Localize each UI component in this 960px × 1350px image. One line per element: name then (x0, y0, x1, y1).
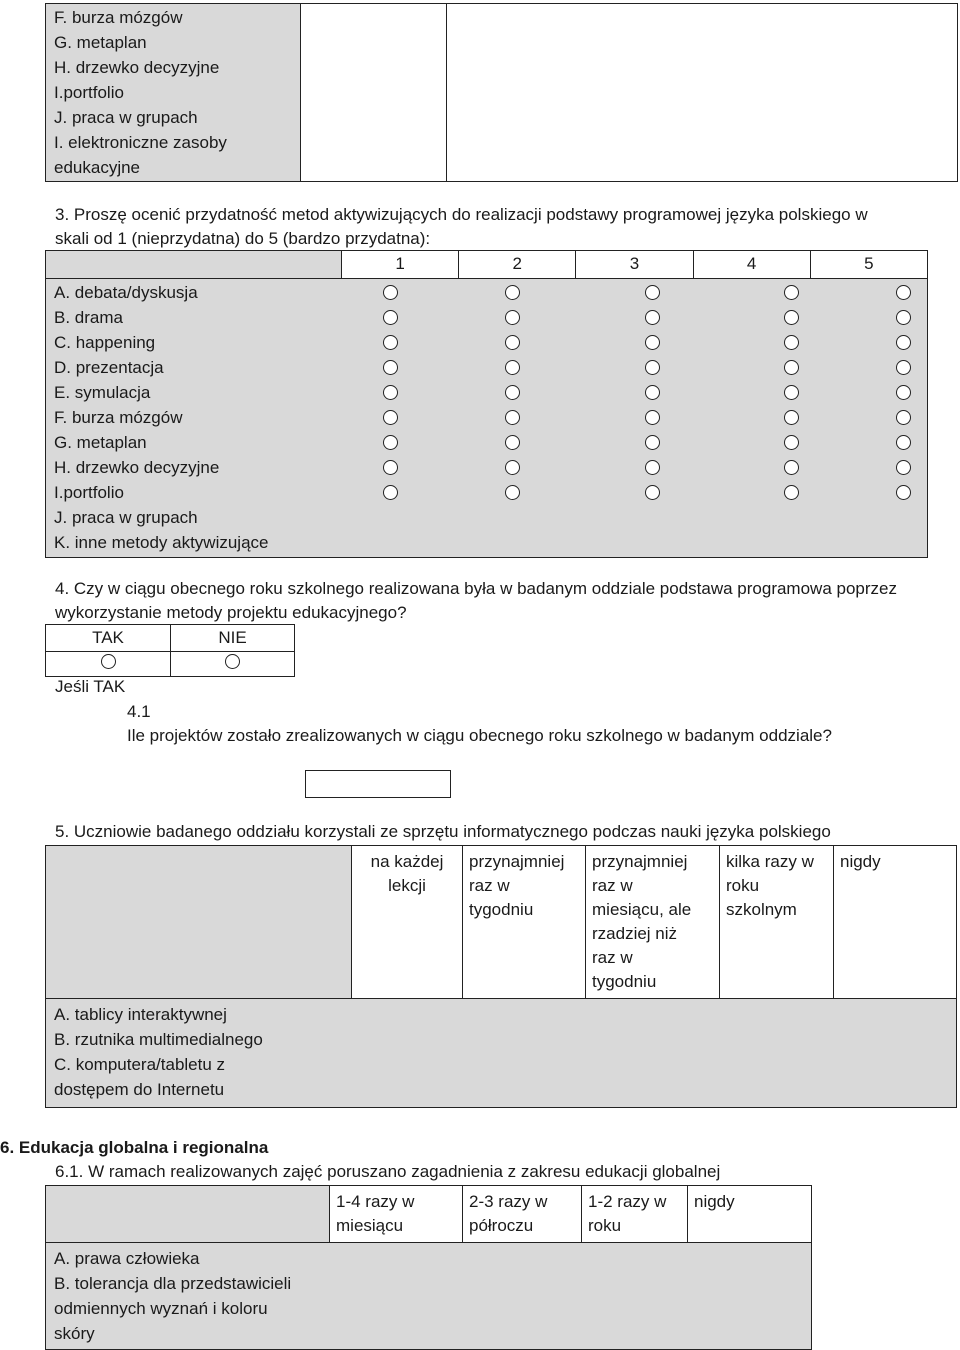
q3-rows-block (46, 279, 928, 558)
q6-rows-block (46, 1243, 812, 1350)
q5-header-line: nigdy (840, 852, 881, 871)
q3-rating-radio[interactable] (896, 285, 911, 300)
q3-rating-radio[interactable] (645, 435, 660, 450)
q6-col-header (330, 1186, 463, 1243)
q3-rating-radio[interactable] (784, 485, 799, 500)
q4-sub-text: Ile projektów zostało zrealizowanych w ciągu obecnego roku szkolnego w badanym oddziale? (127, 726, 832, 745)
q5-header-line: na każdej (370, 852, 444, 871)
top-item: F. burza mózgów (54, 8, 183, 27)
q3-rating-radio[interactable] (784, 385, 799, 400)
q6-row-label: B. tolerancja dla przedstawicieli (54, 1274, 292, 1293)
top-empty-cell[interactable] (301, 4, 447, 182)
q3-rating-radio[interactable] (505, 385, 520, 400)
q4-line1: 4. Czy w ciągu obecnego roku szkolnego realizowana była w badanym oddziale podstawa programowa poprzez (55, 579, 897, 598)
q5-table (45, 845, 957, 1108)
q3-rating-radio[interactable] (645, 460, 660, 475)
q3-header-blank (46, 251, 342, 279)
q3-row (46, 505, 927, 530)
q5-header-line: rzadziej niż (592, 924, 678, 943)
q5-row (54, 1027, 948, 1052)
q3-row (46, 430, 927, 455)
top-empty-cell[interactable] (447, 4, 958, 182)
q6-table (45, 1185, 812, 1350)
q6-header-blank (46, 1186, 330, 1243)
q3-rating-radio[interactable] (383, 435, 398, 450)
q6-row-label: skóry (54, 1324, 95, 1343)
q3-row-label: J. praca w grupach (54, 508, 198, 527)
q3-rating-radio[interactable] (383, 335, 398, 350)
q5-header-line: miesiącu, ale (592, 900, 692, 919)
q3-rating-radio[interactable] (645, 335, 660, 350)
q3-line2: skali od 1 (nieprzydatna) do 5 (bardzo przydatna): (55, 229, 431, 248)
q4-yes-radio[interactable] (101, 654, 116, 669)
q5-header-line: przynajmniej (469, 852, 565, 871)
q6-col-header (688, 1186, 812, 1243)
q5-header-line: lekcji (388, 876, 426, 895)
q5-header-line: raz w (469, 876, 510, 895)
q3-row-label: D. prezentacja (54, 358, 164, 377)
q3-rating-radio[interactable] (505, 460, 520, 475)
q5-col-header (720, 846, 834, 999)
q3-text (55, 203, 955, 251)
top-item: I.portfolio (54, 83, 124, 102)
q6-row-label: odmiennych wyznań i koloru (54, 1299, 268, 1318)
q6-row (54, 1246, 803, 1271)
q3-row-label: E. symulacja (54, 383, 151, 402)
q3-scale-3: 3 (576, 251, 693, 279)
q6-header-line: 1-2 razy w (588, 1192, 667, 1211)
top-item: H. drzewko decyzyjne (54, 58, 220, 77)
q5-header-line: tygodniu (592, 972, 657, 991)
q6-header-line: roku (588, 1216, 622, 1235)
q3-scale-2: 2 (459, 251, 576, 279)
q5-text: 5. Uczniowie badanego oddziału korzystali ze sprzętu informatycznego podczas nauki języka polskiego (55, 822, 831, 841)
q6-rows (54, 1246, 803, 1346)
q3-rating-radio[interactable] (383, 310, 398, 325)
q4-line2: wykorzystanie metody projektu edukacyjnego? (55, 603, 407, 622)
q4-sub-number: 4.1 (127, 702, 151, 721)
q3-scale-5: 5 (810, 251, 927, 279)
q6-col-header (463, 1186, 582, 1243)
q3-rating-radio[interactable] (784, 285, 799, 300)
q3-rating-radio[interactable] (896, 385, 911, 400)
q5-col-header (352, 846, 463, 999)
q3-rating-radio[interactable] (645, 485, 660, 500)
q6-header-line: miesiącu (336, 1216, 404, 1235)
q5-header-line: szkolnym (726, 900, 797, 919)
q3-rating-radio[interactable] (645, 310, 660, 325)
q3-rating-radio[interactable] (896, 335, 911, 350)
q4-no-cell (171, 652, 295, 677)
q3-rating-radio[interactable] (383, 285, 398, 300)
q6-heading: 6. Edukacja globalna i regionalna (0, 1138, 269, 1157)
q3-rating-radio[interactable] (645, 360, 660, 375)
q5-row-label: B. rzutnika multimedialnego (54, 1030, 263, 1049)
q4-no-label: NIE (171, 625, 295, 652)
q5-header-line: roku (726, 876, 760, 895)
q3-rows (46, 279, 927, 557)
q3-rating-radio[interactable] (784, 460, 799, 475)
q5-col-header (586, 846, 720, 999)
q3-row-label: C. happening (54, 333, 156, 352)
q3-row (46, 455, 927, 480)
q5-rows-block (46, 999, 957, 1108)
q3-rating-radio[interactable] (383, 460, 398, 475)
q3-row (46, 330, 927, 355)
q3-rating-radio[interactable] (505, 435, 520, 450)
q3-row (46, 305, 927, 330)
q3-line1: 3. Proszę ocenić przydatność metod aktywizujących do realizacji podstawy programowej języka polskiego w (55, 205, 868, 224)
q5-row-label: C. komputera/tabletu z (54, 1055, 226, 1074)
q3-rating-radio[interactable] (505, 410, 520, 425)
q4-yes-label: TAK (46, 625, 171, 652)
q3-rating-radio[interactable] (896, 460, 911, 475)
q6-header-line: półroczu (469, 1216, 534, 1235)
q3-row-label: I.portfolio (54, 483, 124, 502)
q3-row-label: F. burza mózgów (54, 408, 183, 427)
top-item: G. metaplan (54, 33, 147, 52)
q3-row-label: K. inne metody aktywizujące (54, 533, 269, 552)
q3-rating-radio[interactable] (505, 335, 520, 350)
q5-header-line: tygodniu (469, 900, 534, 919)
q3-rating-radio[interactable] (645, 285, 660, 300)
q5-col-header (834, 846, 957, 999)
q3-row-label: H. drzewko decyzyjne (54, 458, 220, 477)
top-item: J. praca w grupach (54, 108, 198, 127)
q3-row (46, 405, 927, 430)
q5-row (54, 1052, 948, 1102)
q4-yes-no-table (45, 624, 295, 677)
q6-header-line: 2-3 razy w (469, 1192, 548, 1211)
q3-rating-radio[interactable] (645, 410, 660, 425)
q3-rating-table (45, 250, 928, 558)
q3-rating-radio[interactable] (505, 285, 520, 300)
q3-rating-radio[interactable] (784, 360, 799, 375)
q3-rating-radio[interactable] (383, 485, 398, 500)
q4-project-count-input[interactable] (305, 770, 451, 798)
q4-if-yes: Jeśli TAK (55, 677, 126, 696)
q6-header-line: 1-4 razy w (336, 1192, 415, 1211)
q3-scale-4: 4 (693, 251, 810, 279)
q3-rating-radio[interactable] (784, 410, 799, 425)
q5-row-label: dostępem do Internetu (54, 1080, 225, 1099)
top-methods-labels (46, 4, 301, 182)
q5-row-label: A. tablicy interaktywnej (54, 1005, 227, 1024)
q5-header-line: raz w (592, 948, 633, 967)
q5-col-header (463, 846, 586, 999)
q5-row (54, 1002, 948, 1027)
q6-header-line: nigdy (694, 1192, 735, 1211)
q3-rating-radio[interactable] (896, 360, 911, 375)
q3-rating-radio[interactable] (896, 410, 911, 425)
q3-row-label: G. metaplan (54, 433, 147, 452)
q3-rating-radio[interactable] (383, 410, 398, 425)
top-item: I. elektroniczne zasoby edukacyjne (54, 133, 227, 177)
q3-rating-radio[interactable] (505, 360, 520, 375)
q6-row-label: A. prawa człowieka (54, 1249, 200, 1268)
q3-row (46, 380, 927, 405)
q5-header-line: kilka razy w (726, 852, 814, 871)
q3-rating-radio[interactable] (505, 485, 520, 500)
q5-header-line: raz w (592, 876, 633, 895)
q3-rating-radio[interactable] (784, 310, 799, 325)
q3-rating-radio[interactable] (784, 335, 799, 350)
q3-rating-radio[interactable] (896, 310, 911, 325)
q3-row (46, 530, 927, 555)
top-methods-table (45, 3, 958, 182)
q3-rating-radio[interactable] (645, 385, 660, 400)
q4-text (55, 577, 955, 625)
q3-rating-radio[interactable] (505, 310, 520, 325)
q3-rating-radio[interactable] (383, 385, 398, 400)
q5-rows (54, 1002, 948, 1102)
q3-row (46, 355, 927, 380)
q3-row (46, 480, 927, 505)
q3-row (46, 280, 927, 305)
q6-row (54, 1271, 803, 1346)
q3-row-label: B. drama (54, 308, 123, 327)
q3-rating-radio[interactable] (784, 435, 799, 450)
q6-sub: 6.1. W ramach realizowanych zajęć poruszano zagadnienia z zakresu edukacji globalnej (55, 1162, 721, 1181)
q3-rating-radio[interactable] (896, 485, 911, 500)
q5-header-line: przynajmniej (592, 852, 688, 871)
q3-scale-1: 1 (342, 251, 459, 279)
q5-header-blank (46, 846, 352, 999)
q4-no-radio[interactable] (225, 654, 240, 669)
q3-row-label: A. debata/dyskusja (54, 283, 198, 302)
q3-rating-radio[interactable] (383, 360, 398, 375)
q3-rating-radio[interactable] (896, 435, 911, 450)
q6-col-header (582, 1186, 688, 1243)
q4-yes-cell (46, 652, 171, 677)
